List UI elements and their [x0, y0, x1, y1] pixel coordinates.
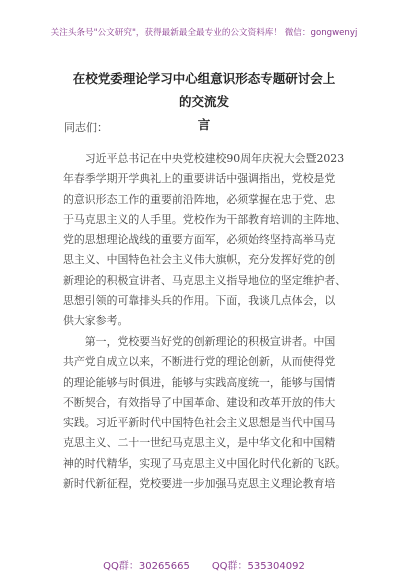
- text-line: 的理论能够与时俱进，能够与实践高度统一，能够与国情: [63, 375, 336, 389]
- text-line: 第一，党校要当好党的创新理论的积极宣讲者。中国: [63, 335, 336, 348]
- text-line: 新时代新征程，党校要进一步加强马克思主义理论教育培: [63, 477, 336, 491]
- title-line: 在校党委理论学习中心组意识形态专题研讨会上的交流发: [72, 71, 336, 109]
- text-line: 新理论的积极宣讲者、马克思主义指导地位的坚定维护者、: [63, 273, 347, 287]
- text-line: 年春季学期开学典礼上的重要讲话中强调指出，党校是党: [63, 172, 336, 186]
- paragraph-1: [63, 149, 349, 332]
- text-line: 不断契合，有效指导了中国革命、建设和改革开放的伟大: [63, 395, 336, 409]
- text-line: 党的思想理论战线的重要方面军，必须始终坚持高举马克: [63, 233, 336, 247]
- text-line: 供大家参考。: [63, 314, 129, 328]
- text-line: 的意识形态工作的重要前沿阵地，必须掌握在忠于党、忠: [63, 192, 336, 206]
- text-line: 神的时代精华，实现了马克思主义中国化时代化新的飞跃。: [63, 456, 347, 470]
- text-line: 习近平总书记在中央党校建校90周年庆祝大会暨2023: [63, 152, 345, 165]
- contact-footer: [0, 557, 408, 572]
- text-line: 思想引领的可靠排头兵的作用。下面，我谈几点体会，以: [63, 294, 336, 308]
- title-line: 言: [197, 117, 211, 132]
- text-line: 克思主义、二十一世纪马克思主义，是中华文化和中国精: [63, 436, 336, 450]
- text-line: 思主义、中国特色社会主义伟大旗帜，充分发挥好党的创: [63, 253, 336, 267]
- document-title: [70, 67, 338, 136]
- salutation: 同志们：: [64, 121, 108, 134]
- text-line: 实践。习近平新时代中国特色社会主义思想是当代中国马: [63, 416, 336, 430]
- paragraph-2: [63, 332, 349, 494]
- qq-group-2: QQ群：535304092: [211, 561, 305, 572]
- text-line: 于马克思主义的人手里。党校作为干部教育培训的主阵地、: [63, 212, 347, 226]
- promo-banner: 关注头条号"公文研究"，获得最新最全最专业的公文资料库！ 微信：gongwenyj: [50, 28, 358, 38]
- qq-group-1: QQ群：30265665: [103, 561, 190, 572]
- text-line: 共产党自成立以来，不断进行党的理论创新，从而使得党: [63, 355, 336, 369]
